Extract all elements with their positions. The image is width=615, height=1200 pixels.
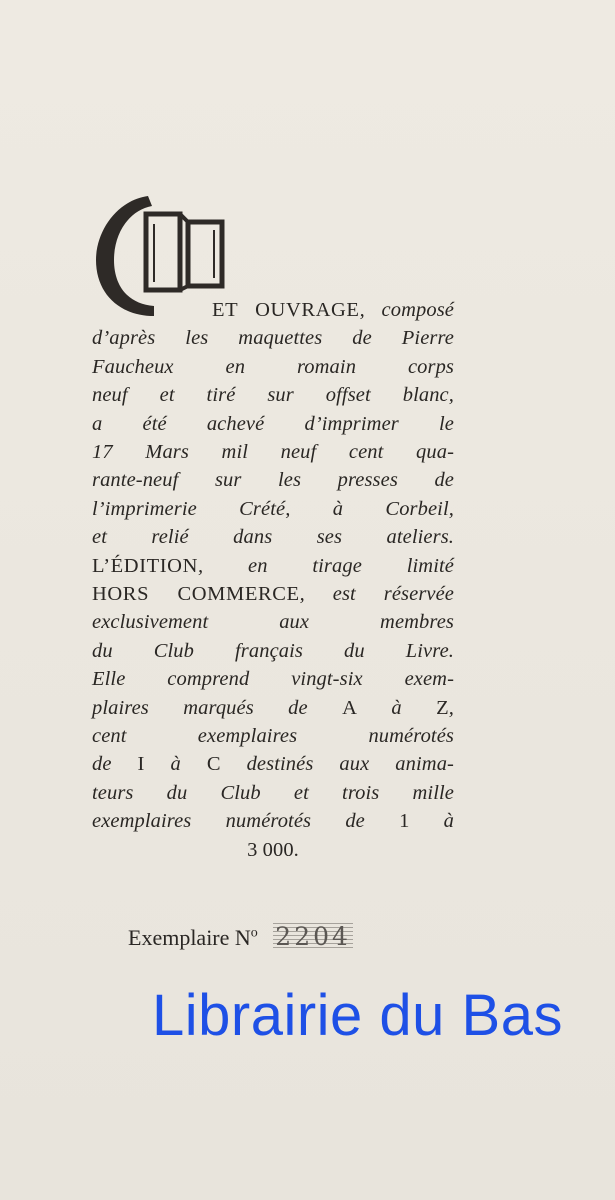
- text-segment: , est réservée: [299, 583, 455, 605]
- text-segment: 1: [399, 810, 410, 833]
- exemplaire-number: [128, 922, 353, 951]
- drop-cap-ornament: [92, 190, 232, 320]
- text-segment: teurs du Club et trois mille: [92, 781, 454, 804]
- colophon-line: [92, 610, 454, 635]
- colophon-line: [92, 525, 454, 550]
- watermark-text: Librairie du Bas: [152, 983, 563, 1048]
- stamped-number: 2204: [275, 922, 351, 951]
- text-segment: Faucheux en romain corps: [92, 355, 454, 378]
- text-segment: I: [137, 753, 145, 776]
- text-segment: à: [409, 810, 455, 833]
- text-segment: exclusivement aux membres: [92, 611, 454, 634]
- colophon-line: [92, 468, 454, 493]
- exemplaire-superscript: o: [250, 925, 258, 941]
- colophon-line: [92, 554, 454, 579]
- colophon-line: [92, 582, 454, 607]
- exemplaire-label: Exemplaire N: [128, 925, 251, 950]
- text-segment: destinés aux anima-: [220, 753, 454, 776]
- text-segment: et relié dans ses ateliers.: [92, 526, 454, 549]
- text-segment: Elle comprend vingt-six exem-: [92, 668, 454, 691]
- text-segment: a été achevé d’imprimer le: [92, 412, 454, 435]
- colophon-line: [92, 497, 454, 522]
- text-segment: 17 Mars mil neuf cent qua-: [92, 441, 454, 463]
- text-segment: L’ÉDITION: [92, 554, 198, 577]
- text-segment: A: [342, 696, 358, 719]
- colophon-line: [92, 809, 454, 834]
- text-segment: HORS COMMERCE: [92, 583, 300, 605]
- colophon-line: [212, 298, 454, 323]
- text-segment: à: [144, 753, 207, 776]
- text-segment: exemplaires numérotés de: [92, 810, 400, 833]
- text-segment: du Club français du Livre.: [92, 639, 454, 662]
- text-segment: de: [92, 753, 138, 776]
- text-segment: d’après les maquettes de Pierre: [92, 327, 454, 350]
- colophon-line: [92, 781, 454, 806]
- colophon-line: [92, 412, 454, 437]
- colophon-line: [92, 440, 454, 465]
- colophon-line: [92, 752, 454, 777]
- text-segment: plaires marqués de: [92, 696, 343, 719]
- colophon-line: [92, 326, 454, 351]
- text-segment: , composé: [359, 299, 454, 321]
- text-segment: à: [357, 696, 437, 719]
- colophon-line: [92, 383, 454, 408]
- text-segment: cent exemplaires numérotés: [92, 725, 454, 747]
- text-segment: C: [206, 753, 221, 776]
- text-segment: l’imprimerie Crété, à Corbeil,: [92, 497, 454, 520]
- book-left-page: [146, 214, 180, 290]
- text-segment: Z: [436, 696, 449, 719]
- text-segment: , en tirage limité: [197, 554, 454, 577]
- colophon-line: [92, 724, 454, 749]
- text-segment: neuf et tiré sur offset blanc,: [92, 384, 454, 407]
- colophon-line: [92, 639, 454, 664]
- colophon-line: [92, 667, 454, 692]
- colophon-line: [92, 696, 454, 721]
- book-right-page: [188, 222, 222, 286]
- text-segment: ,: [448, 696, 454, 719]
- colophon-line: [92, 355, 454, 380]
- colophon-last-line: 3 000.: [247, 839, 299, 861]
- text-segment: ET OUVRAGE: [212, 299, 360, 321]
- text-segment: rante-neuf sur les presses de: [92, 469, 454, 492]
